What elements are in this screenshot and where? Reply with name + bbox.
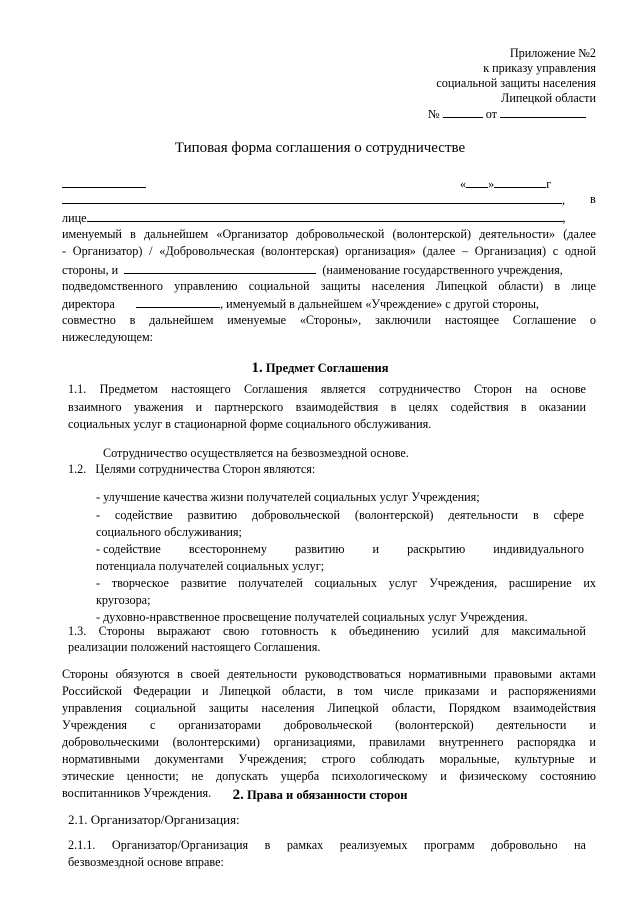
number-label: №	[428, 107, 440, 121]
word: Соглашение	[512, 313, 577, 327]
word: защиты	[320, 279, 361, 293]
word: (далее	[563, 227, 596, 241]
preamble-line-5: директора , именуемый в дальнейшем «Учреждение» с другой стороны,	[62, 297, 539, 311]
clause-2-1: 2.1. Организатор/Организация:	[68, 812, 240, 827]
word: к	[330, 624, 337, 638]
word: о	[589, 313, 596, 327]
clause-1-1-line-3: социальных услуг в стационарной форме социального обслуживания.	[68, 417, 432, 431]
preamble-line-7: нижеследующем:	[62, 330, 154, 344]
word: готовность	[261, 624, 319, 638]
word: распоряжениями	[508, 684, 596, 698]
word: в	[130, 227, 136, 241]
word: их	[583, 576, 596, 590]
word: выражают	[157, 624, 211, 638]
word: получателей	[238, 576, 303, 590]
word: ущерба	[280, 769, 320, 783]
goal-5: - духовно-нравственное просвещение получателей социальных услуг Учреждения.	[96, 610, 528, 624]
word: Сторон	[473, 382, 512, 396]
goal-2-line-2: социального обслуживания;	[96, 525, 242, 539]
preamble-l3a: стороны, и	[62, 263, 119, 277]
word: (волонтерской)	[392, 227, 472, 241]
section-2-title: Права и обязанности сторон	[246, 788, 408, 802]
word: усилий	[431, 624, 469, 638]
word: культурные	[514, 752, 575, 766]
word: в	[336, 684, 343, 698]
word: и	[589, 752, 596, 766]
preamble-l5b: именуемый в дальнейшем «Учреждение» с другой стороны,	[226, 297, 539, 311]
word: содействия	[450, 400, 509, 414]
word: с	[149, 718, 156, 732]
word: рамках	[286, 838, 324, 852]
preamble-l3b: (наименование государственного учреждения,	[322, 263, 563, 277]
word: строго	[321, 752, 356, 766]
appendix-line-1: Приложение №2	[509, 46, 596, 60]
word: добровольческой	[251, 508, 341, 522]
word: услуг	[388, 576, 418, 590]
word: приказами	[424, 684, 480, 698]
word: в	[264, 838, 271, 852]
obligations-line-5	[62, 735, 596, 749]
goal-1: - улучшение качества жизни получателей социальных услуг Учреждения;	[96, 490, 480, 504]
word: и	[372, 542, 380, 556]
word: этические	[62, 769, 115, 783]
obligations-line-2	[62, 684, 596, 698]
word: в	[177, 667, 183, 681]
word: правилами	[369, 735, 426, 749]
institution-blank	[124, 262, 316, 274]
appendix-line-3: социальной защиты населения	[436, 76, 596, 90]
preamble-l5a: директора	[62, 297, 115, 311]
word: -	[96, 508, 101, 522]
section-2-heading	[0, 787, 640, 803]
word: документами	[154, 752, 224, 766]
word: настоящее	[444, 313, 500, 327]
word: Федерации	[133, 684, 191, 698]
preamble-litse-line: лице ,	[62, 211, 566, 225]
word: (волонтерская)	[261, 244, 339, 258]
goal-2-line-1	[96, 508, 584, 522]
word: области)	[498, 279, 544, 293]
word: Организатор)	[72, 244, 143, 258]
director-blank	[136, 296, 220, 308]
word: 1.1.	[68, 382, 87, 396]
close-quote: »	[488, 177, 495, 191]
appendix-line-4: Липецкой области	[501, 91, 596, 105]
preamble-line-6	[62, 313, 596, 327]
section-2-number: 2.	[232, 787, 244, 803]
word: –	[461, 244, 469, 258]
word: обязуются	[115, 667, 170, 681]
word: подведомственного	[62, 279, 163, 293]
word: и	[201, 684, 209, 698]
clause-1-2: 1.2. Целями сотрудничества Сторон являются:	[68, 462, 316, 476]
word: организациями,	[273, 735, 356, 749]
word: Организация)	[474, 244, 547, 258]
number-blank	[443, 106, 483, 118]
word: добровольческой	[296, 227, 385, 241]
word: Учреждения;	[238, 752, 307, 766]
preamble-line-1	[62, 227, 596, 241]
word: лице	[571, 279, 596, 293]
word: в	[532, 508, 539, 522]
word: физическому	[459, 769, 528, 783]
word: ценности;	[126, 769, 179, 783]
word: социальных	[314, 576, 378, 590]
place-blank	[62, 176, 146, 188]
word: своей	[190, 667, 220, 681]
word: управления	[62, 701, 122, 715]
word: и	[490, 684, 498, 698]
word: настоящего	[171, 382, 231, 396]
from-label: от	[485, 107, 497, 121]
goal-4-line-1	[96, 576, 596, 590]
preamble-v: в	[590, 192, 596, 206]
representative-blank	[87, 210, 563, 222]
word: максимальной	[511, 624, 586, 638]
word: «Организатор	[216, 227, 289, 241]
word: программ	[423, 838, 475, 852]
word: (далее	[422, 244, 456, 258]
word: деятельности	[496, 718, 567, 732]
word: всестороннему	[188, 542, 267, 556]
word: дальнейшем	[149, 313, 214, 327]
word: и	[589, 735, 596, 749]
clause-1-1-line-2	[68, 400, 586, 414]
word: Липецкой	[219, 684, 271, 698]
section-1-number: 1.	[251, 360, 263, 376]
word: Порядком	[448, 701, 501, 715]
word: взаимного	[68, 400, 122, 414]
clause-1-3-line-1	[68, 624, 586, 638]
open-quote: «	[460, 177, 467, 191]
word: актами	[559, 667, 596, 681]
word: в	[129, 313, 136, 327]
word: взаимодействия	[513, 701, 596, 715]
place-blank-line	[62, 176, 146, 191]
word: Учреждения	[62, 718, 127, 732]
word: взаимодействия	[295, 400, 379, 414]
obligations-line-6	[62, 752, 596, 766]
word: и	[589, 718, 596, 732]
word: одной	[564, 244, 596, 258]
word: свою	[222, 624, 250, 638]
word: развитию	[294, 542, 345, 556]
section-1-title: Предмет Соглашения	[265, 361, 389, 375]
obligations-line-3	[62, 701, 596, 715]
word: Соглашения	[244, 382, 308, 396]
word: том	[353, 684, 373, 698]
word: именуемый	[62, 227, 122, 241]
preamble-line-3	[62, 262, 563, 277]
preamble-line-0: ,	[62, 192, 565, 207]
word: с	[552, 244, 559, 258]
word: развитию	[187, 508, 238, 522]
word: сотрудничество	[378, 382, 461, 396]
word: партнерского	[214, 400, 284, 414]
word: Липецкой	[435, 279, 488, 293]
word: Организатор/Организация	[111, 838, 249, 852]
word: добровольческими	[62, 735, 159, 749]
word: не	[191, 769, 204, 783]
goal-3-line-2: потенциала получателей социальных услуг;	[96, 559, 325, 573]
word: соблюдать	[370, 752, 425, 766]
word: объединению	[349, 624, 420, 638]
section-1-heading	[0, 360, 640, 376]
document-title: Типовая форма соглашения о сотрудничестве	[174, 140, 466, 156]
clause-1-1-line-1	[68, 382, 586, 396]
organizer-blank	[62, 192, 562, 204]
word: /	[149, 244, 153, 258]
free-basis-text: Сотрудничество осуществляется на безвозмездной основе.	[103, 446, 409, 460]
word: нормативными	[408, 667, 487, 681]
word: Учреждения,	[429, 576, 498, 590]
word: Российской	[62, 684, 123, 698]
word: распорядка	[517, 735, 576, 749]
word: деятельности	[227, 667, 298, 681]
month-blank	[494, 176, 546, 188]
word: -	[96, 576, 101, 590]
word: области,	[282, 684, 326, 698]
word: в	[390, 400, 397, 414]
word: для	[481, 624, 500, 638]
word: руководствоваться	[304, 667, 401, 681]
date-line	[460, 176, 551, 191]
word: состоянию	[540, 769, 596, 783]
word: внутреннего	[438, 735, 504, 749]
word: организация»	[345, 244, 416, 258]
word: (волонтерской)	[354, 508, 434, 522]
appendix-line-2: к приказу управления	[483, 61, 596, 75]
word: (волонтерскими)	[172, 735, 260, 749]
word: Липецкой	[327, 701, 379, 715]
word: моральные,	[439, 752, 500, 766]
word: является	[320, 382, 366, 396]
word: правовыми	[494, 667, 553, 681]
word: уважения	[133, 400, 184, 414]
word: социальной	[134, 701, 196, 715]
word: деятельности	[448, 508, 519, 522]
word: населения	[261, 701, 315, 715]
word: в	[520, 400, 527, 414]
word: допускать	[215, 769, 268, 783]
word: добровольно	[491, 838, 558, 852]
word: «Добровольческая	[159, 244, 255, 258]
word: заключили	[374, 313, 432, 327]
word: -	[62, 244, 67, 258]
obligations-line-4	[62, 718, 596, 732]
clause-2-1-1-line-2: безвозмездной основе вправе:	[68, 855, 224, 869]
word: 2.1.1.	[68, 838, 96, 852]
word: раскрытию	[407, 542, 466, 556]
word: деятельности»	[479, 227, 556, 241]
word: основе	[550, 382, 586, 396]
word: области,	[391, 701, 436, 715]
word: дальнейшем	[143, 227, 209, 241]
word: творческое	[111, 576, 169, 590]
obligations-line-1	[62, 667, 596, 681]
word: в	[554, 279, 561, 293]
year-suffix: г	[546, 177, 552, 191]
word: населения	[371, 279, 425, 293]
preamble-line-4	[62, 279, 596, 293]
word: на	[574, 838, 586, 852]
word: совместно	[62, 313, 116, 327]
clause-2-1-1-line-1	[68, 838, 586, 852]
word: 1.3.	[68, 624, 87, 638]
word: индивидуального	[493, 542, 584, 556]
word: организаторами	[178, 718, 261, 732]
word: психологическому	[331, 769, 428, 783]
obligations-line-7	[62, 769, 596, 783]
word: и	[195, 400, 203, 414]
word: сфере	[553, 508, 584, 522]
obligations-line-8: воспитанников Учреждения.	[62, 786, 212, 800]
word: добровольческой	[283, 718, 373, 732]
goal-3-line-1	[96, 542, 584, 556]
word: Стороны	[62, 667, 109, 681]
word: целях	[408, 400, 439, 414]
word: развитие	[180, 576, 227, 590]
preamble-litse: лице	[62, 211, 87, 225]
word: на	[525, 382, 538, 396]
word: числе	[383, 684, 414, 698]
word: именуемые	[227, 313, 287, 327]
day-blank	[466, 176, 488, 188]
word: реализуемых	[339, 838, 408, 852]
appendix-number-line	[428, 106, 586, 121]
word: управлению	[174, 279, 238, 293]
preamble-line-2	[62, 244, 596, 258]
clause-1-3-line-2: реализации положений настоящего Соглашения.	[68, 640, 321, 654]
date-blank	[500, 106, 586, 118]
word: Стороны	[98, 624, 145, 638]
word: содействие	[114, 508, 173, 522]
word: и	[440, 769, 447, 783]
word: социальной	[248, 279, 310, 293]
word: «Стороны»,	[299, 313, 362, 327]
word: Предметом	[99, 382, 158, 396]
goal-4-line-2: кругозора;	[96, 593, 151, 607]
word: (волонтерской)	[395, 718, 474, 732]
word: - содействие	[96, 542, 161, 556]
word: нормативными	[62, 752, 140, 766]
word: защиты	[208, 701, 249, 715]
word: оказании	[538, 400, 586, 414]
word: расширение	[508, 576, 572, 590]
